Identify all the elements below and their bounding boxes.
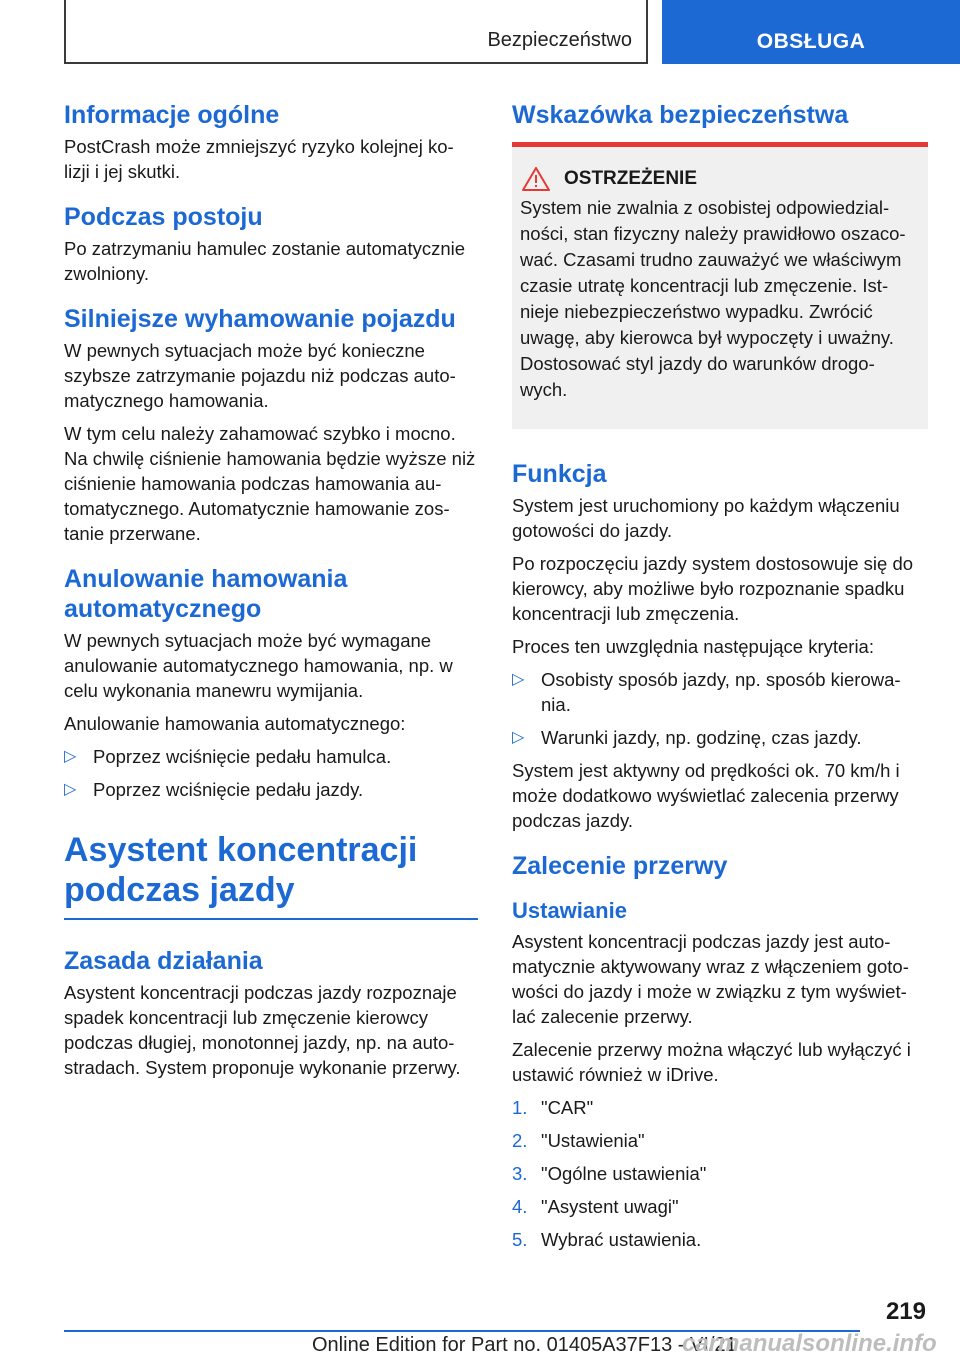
paragraph: Anulowanie hamowania automatycznego:: [64, 713, 406, 734]
page-number: 219: [885, 1298, 926, 1325]
section-title: Funkcja: [512, 460, 607, 488]
section-title: Zasada działania: [64, 947, 263, 975]
warning-triangle-icon: [522, 167, 550, 191]
triangle-bullet-icon: ▷: [64, 748, 77, 765]
header-chapter-tab[interactable]: OBSŁUGA: [662, 0, 960, 64]
section-function: [512, 459, 928, 833]
paragraph: Asystent koncentracji podczas jazdy jest auto-matycznie aktywowany wraz z włączeniem goto-wości do jazdy i może w związku z tym wyświet-lać zalecenie przerwy.: [512, 931, 909, 1027]
list-item: ▷ Poprzez wciśnięcie pedału jazdy.: [64, 779, 364, 800]
section-title: Podczas postoju: [64, 203, 263, 231]
paragraph: W tym celu należy zahamować szybko i mocno. Na chwilę ciśnienie hamowania będzie wyższe niż ciśnienie hamowania podczas hamowania au-tomatycznego. Automatycznie hamowanie zos-tanie przerwane.: [64, 423, 476, 544]
section-break-recommendation: [512, 851, 928, 1252]
triangle-bullet-icon: ▷: [64, 781, 77, 798]
section-title: Anulowanie hamowania automatycznego: [64, 565, 348, 623]
section-cancel-braking: [64, 564, 478, 802]
section-principle: [64, 946, 478, 1080]
section-title: Silniejsze wyhamowanie pojazdu: [64, 305, 456, 333]
triangle-bullet-icon: ▷: [512, 671, 525, 688]
list-item: ▷ Warunki jazdy, np. godzinę, czas jazdy.: [512, 727, 862, 748]
section-general-info: [64, 100, 478, 184]
paragraph: System jest aktywny od prędkości ok. 70 km/h i może dodatkowo wyświetlać zalecenia przerwy podczas jazdy.: [512, 760, 900, 831]
paragraph: Proces ten uwzględnia następujące kryteria:: [512, 636, 874, 657]
paragraph: Zalecenie przerwy można włączyć lub wyłączyć i ustawić również w iDrive.: [512, 1039, 911, 1085]
paragraph: Asystent koncentracji podczas jazdy rozpoznaje spadek koncentracji lub zmęczenie kierowcy podczas długiej, monotonnej jazdy, np. na auto-stradach. System proponuje wykonanie przerwy.: [64, 982, 461, 1078]
paragraph: System jest uruchomiony po każdym włączeniu gotowości do jazdy.: [512, 495, 900, 541]
list-item: 2. "Ustawienia": [512, 1130, 645, 1151]
list-item: 5. Wybrać ustawienia.: [512, 1229, 702, 1250]
warning-box: [512, 142, 928, 429]
section-title: Zalecenie przerwy: [512, 852, 728, 880]
warning-title: OSTRZEŻENIE: [564, 168, 698, 189]
left-column: [64, 100, 478, 1098]
triangle-bullet-icon: ▷: [512, 729, 525, 746]
subsection-title: Ustawianie: [512, 898, 627, 923]
section-stronger-braking: [64, 304, 478, 546]
paragraph: W pewnych sytuacjach może być wymagane anulowanie automatycznego hamowania, np. w celu wykonania manewru wymijania.: [64, 630, 453, 701]
list-item: 3. "Ogólne ustawienia": [512, 1163, 707, 1184]
list-item: ▷ Poprzez wciśnięcie pedału hamulca.: [64, 746, 392, 767]
chapter-title: Asystent koncentracji podczas jazdy: [64, 830, 478, 920]
watermark: carmanualsonline.info: [682, 1330, 937, 1357]
warning-header: [520, 167, 920, 191]
paragraph: Po zatrzymaniu hamulec zostanie automatycznie zwolniony.: [64, 238, 466, 284]
list-item: ▷ Osobisty sposób jazdy, np. sposób kierowa-nia.: [512, 669, 901, 715]
bullet-list: [64, 744, 478, 802]
section-title: Informacje ogólne: [64, 101, 280, 129]
paragraph: PostCrash może zmniejszyć ryzyko kolejnej ko-lizji i jej skutki.: [64, 136, 454, 182]
section-title: Wskazówka bezpieczeństwa: [512, 101, 849, 129]
footer-edition: Online Edition for Part no. 01405A37F13 - VI/21: [312, 1334, 737, 1356]
right-column: [512, 100, 928, 1270]
header-section-title: Bezpieczeństwo: [487, 29, 632, 51]
header-frame: [64, 0, 648, 64]
warning-text: System nie zwalnia z osobistej odpowiedzial-ności, stan fizyczny należy prawidłowo oszaco-wać. Czasami trudno zauważyć we właściwym czasie utratę koncentracji lub zmęczenie. Ist-nieje niebezpieczeństwo wypadku. Zwrócić uwagę, aby kierowca był wypoczęty i uważny. Dostosować styl jazdy do warunków drogo-wych.: [520, 197, 906, 400]
bullet-list: [512, 667, 928, 750]
paragraph: W pewnych sytuacjach może być konieczne szybsze zatrzymanie pojazdu niż podczas auto-matycznego hamowania.: [64, 340, 456, 411]
section-standstill: [64, 202, 478, 286]
paragraph: Po rozpoczęciu jazdy system dostosowuje się do kierowcy, aby możliwe było rozpoznanie spadku koncentracji lub zmęczenia.: [512, 553, 914, 624]
list-item: 4. "Asystent uwagi": [512, 1196, 679, 1217]
list-item: 1. "CAR": [512, 1097, 594, 1118]
steps-list: [512, 1095, 928, 1252]
